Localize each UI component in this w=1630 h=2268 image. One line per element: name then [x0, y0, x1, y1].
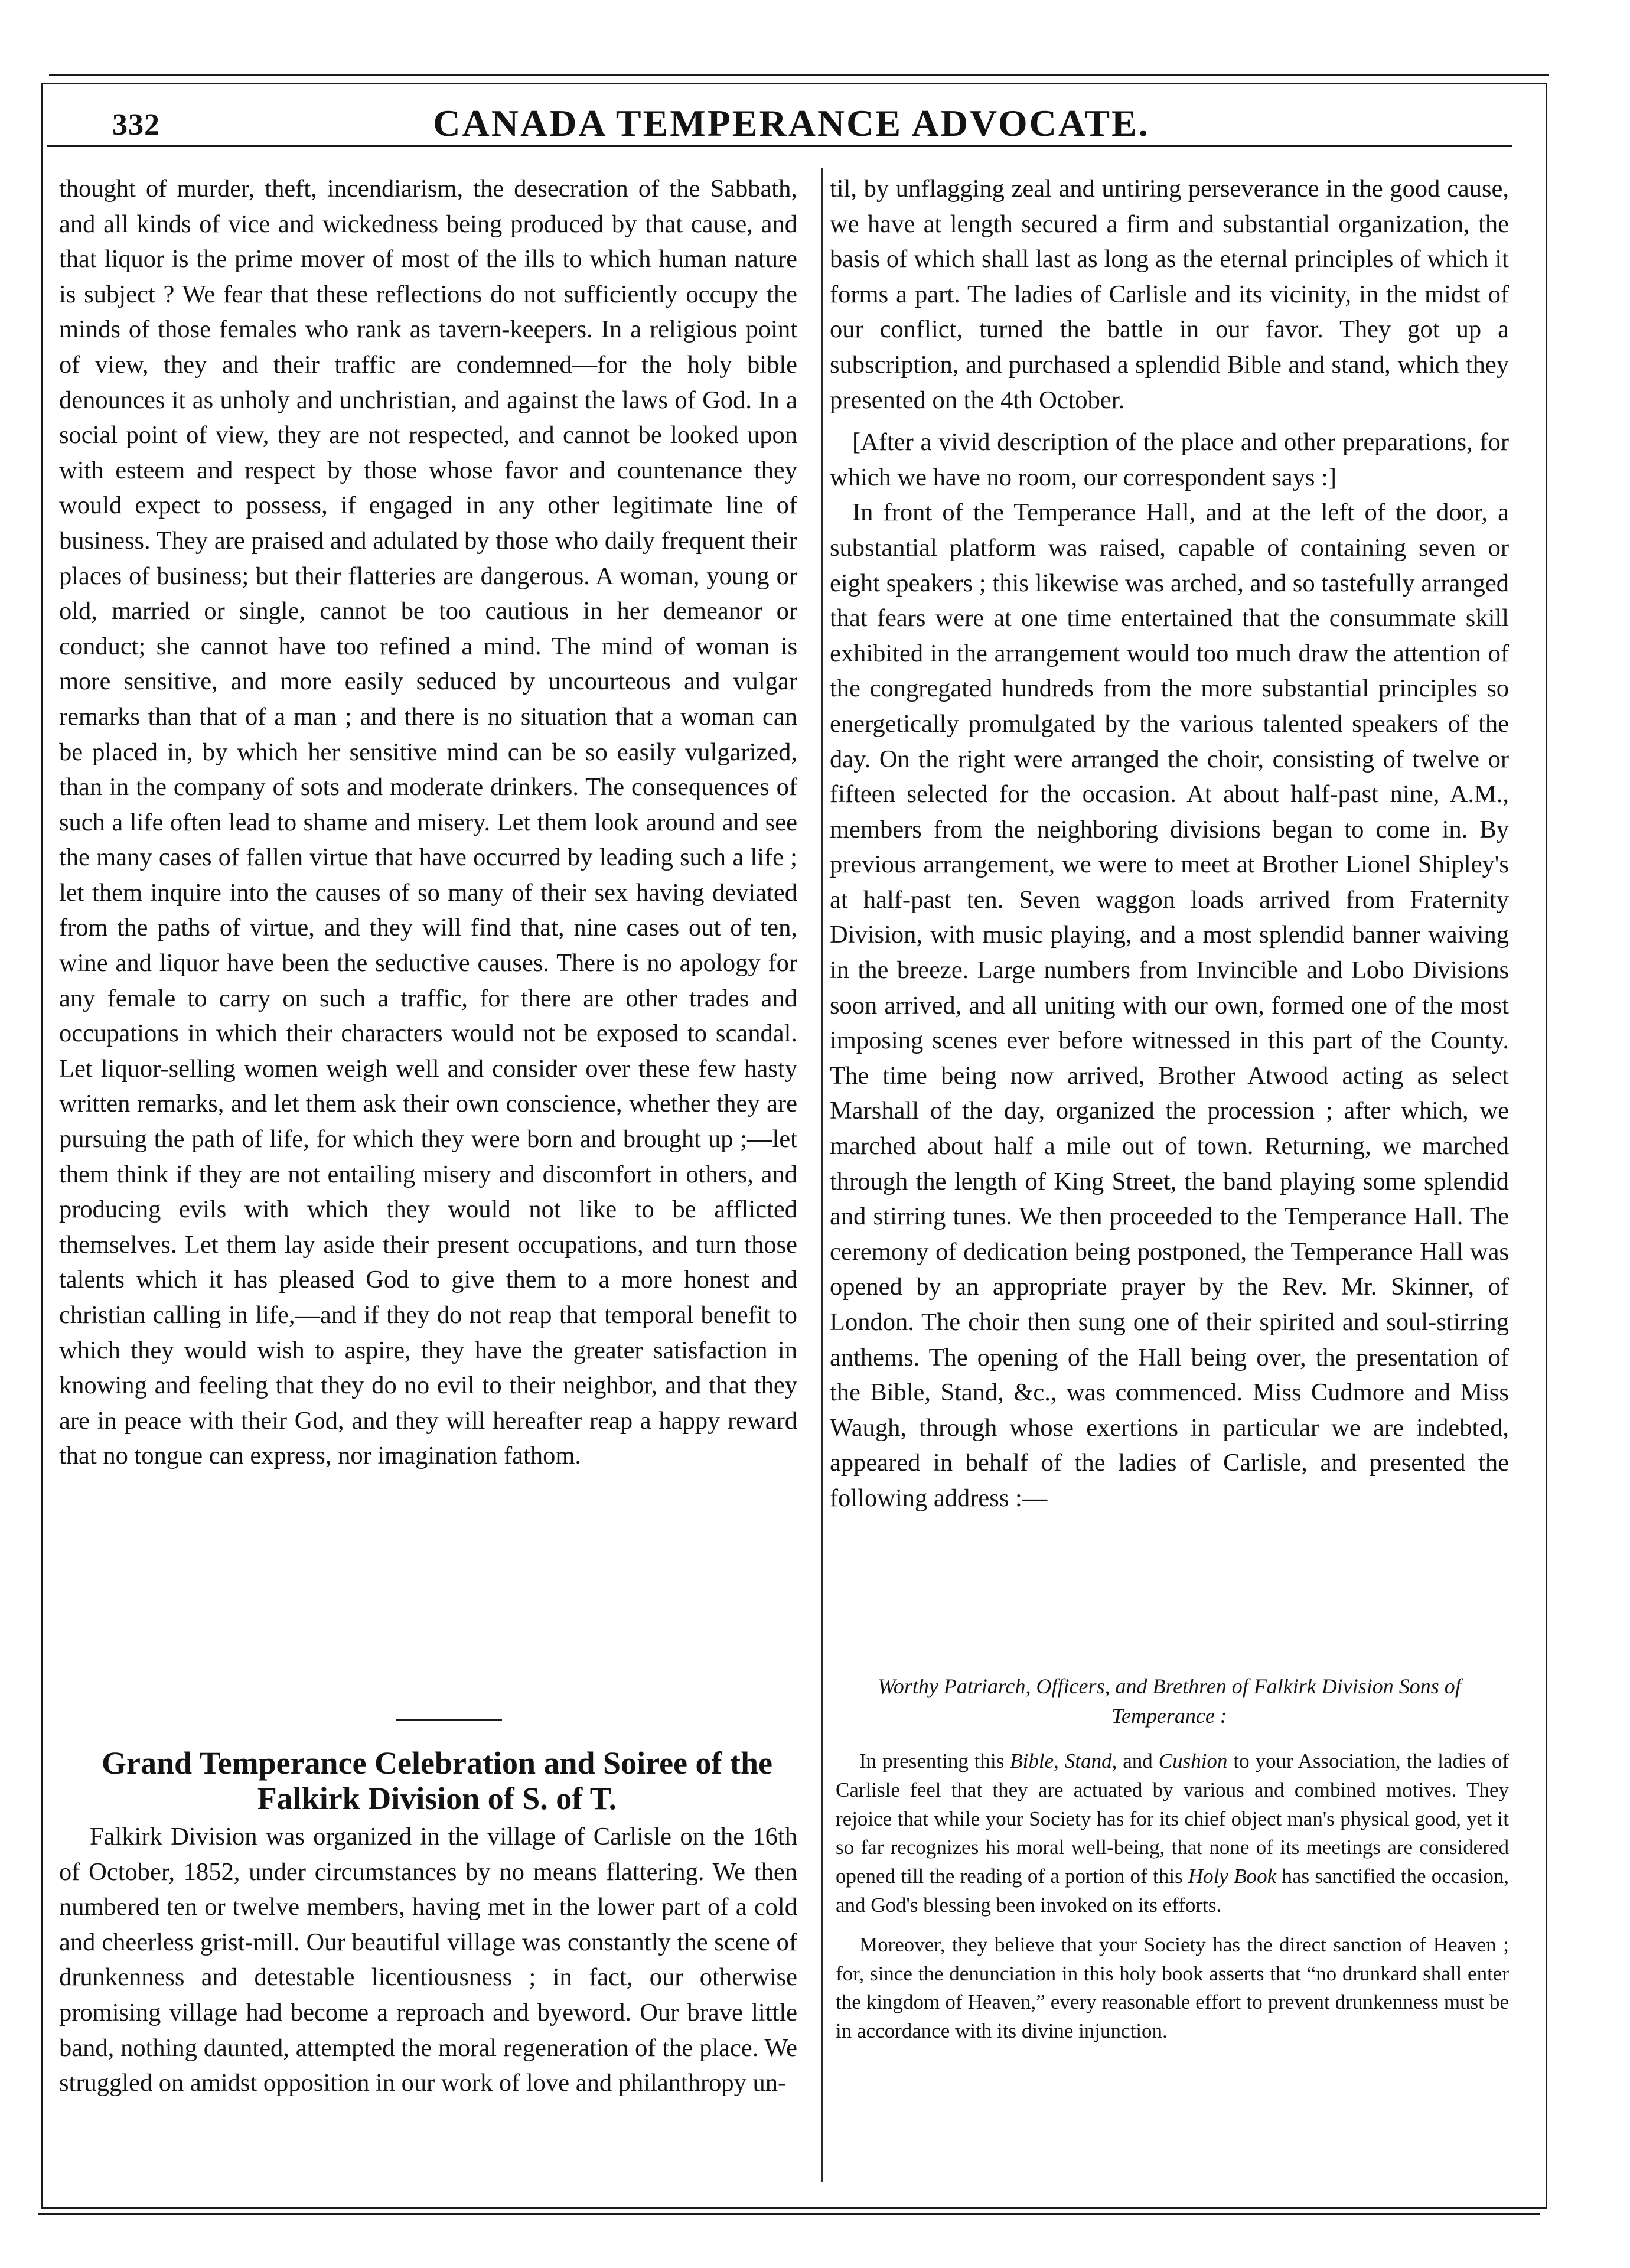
article-heading: Grand Temperance Celebration and Soiree of the Falkirk Division of S. of T.: [102, 1745, 772, 1816]
editorial-note: [After a vivid description of the place and other preparations, for which we have no room, our correspondent says :]: [830, 428, 1509, 491]
column-divider: [821, 168, 823, 2182]
address-text: to your Association, the ladies of Carlisle feel that they are actuated by various and combined motives. They rejoice that while your Society has for its chief object man's physical good, yet it so far recognizes his moral well-being, that none of its meetings are considered opened till the reading of a portion of this: [836, 1749, 1509, 1888]
address-stand-word: Stand: [1064, 1749, 1112, 1772]
address-text: In presenting this: [859, 1749, 1010, 1772]
left-column-paragraph: thought of murder, theft, incendiarism, the desecration of the Sabbath, and all kinds of vice and wickedness being produced by that cause, and that liquor is the prime mover of most of the ills to which human nature is subject ? We fear that these reflections do not sufficiently occupy the minds of those females who rank as tavern-keepers. In a religious point of view, they and their traffic are condemned—for the holy bible denounces it as unholy and unchristian, and against the laws of God. In a social point of view, they are not respected, and cannot be looked upon with esteem and respect by those whose favor and countenance they would expect to possess, if engaged in any other legitimate line of business. They are praised and adulated by those who daily frequent their places of business; but their flatteries are dangerous. A woman, young or old, married or single, cannot be too cautious in her demeanor or conduct; she cannot have too refined a mind. The mind of woman is more sensitive, and more easily seduced by uncourteous and vulgar remarks than that of a man ; and there is no situation that a woman can be placed in, by which her sensitive mind can be so easily vulgarized, than in the company of sots and moderate drinkers. The consequences of such a life often lead to shame and misery. Let them look around and see the many cases of fallen virtue that have occurred by leading such a life ; let them inquire into the causes of so many of their sex having deviated from the paths of virtue, and they will find that, nine cases out of ten, wine and liquor have been the seductive causes. There is no apology for any female to carry on such a traffic, for there are other trades and occupations in which their characters would not be exposed to scandal. Let liquor-selling women weigh well and consider over these few hasty written remarks, and let them ask their own conscience, whether they are pursuing the path of life, for which they were born and brought up ;—let them think if they are not entailing misery and discomfort in others, and producing evils with which they would not like to be afflicted themselves. Let them lay aside their present occupations, and turn those talents which it has pleased God to give them to a more honest and christian calling in life,—and if they do not reap that temporal benefit to which they would wish to aspire, they have the greater satisfaction in knowing and feeling that they do no evil to their neighbor, and that they are in peace with their God, and they will hereafter reap a happy reward that no tongue can express, nor imagination fathom.: [59, 175, 797, 1470]
right-column: [830, 171, 1509, 1516]
page-header: [71, 94, 1512, 151]
left-column: [59, 171, 797, 1474]
right-column-paragraph-1: til, by unflagging zeal and untiring perseverance in the good cause, we have at length secured a firm and substantial organization, the basis of which shall last as long as the eternal principles of which it forms a part. The ladies of Carlisle and its vicinity, in the midst of our conflict, turned the battle in our favor. They got up a subscription, and purchased a splendid Bible and stand, which they presented on the 4th October.: [830, 175, 1509, 414]
address-text: ,: [1054, 1749, 1065, 1772]
right-column-paragraph-2: In front of the Temperance Hall, and at the left of the door, a substantial platform was raised, capable of containing seven or eight speakers ; this likewise was arched, and so tastefully arranged that fears were at one time entertained that the consummate skill exhibited in the arrangement would too much draw the attention of the congregated hundreds from the more substantial principles so energetically promulgated by the various talented speakers of the day. On the right were arranged the choir, consisting of twelve or fifteen selected for the occasion. At about half-past nine, A.M., members from the neighboring divisions began to come in. By previous arrangement, we were to meet at Brother Lionel Shipley's at half-past ten. Seven waggon loads arrived from Fraternity Division, with music playing, and a most splendid banner waiving in the breeze. Large numbers from Invincible and Lobo Divisions soon arrived, and all uniting with our own, formed one of the most imposing scenes ever before witnessed in this part of the County. The time being now arrived, Brother Atwood acting as select Marshall of the day, organized the procession ; after which, we marched about half a mile out of town. Returning, we marched through the length of King Street, the band playing some splendid and stirring tunes. We then proceeded to the Temperance Hall. The ceremony of dedication being postponed, the Temperance Hall was opened by an appropriate prayer by the Rev. Mr. Skinner, of London. The choir then sung one of their spirited and soul-stirring anthems. The opening of the Hall being over, the presentation of the Bible, Stand, &c., was commenced. Miss Cudmore and Miss Waugh, through whose exertions in particular we are indebted, appeared in behalf of the ladies of Carlisle, and presented the following address :—: [830, 498, 1509, 1512]
article-body: [59, 1819, 797, 2101]
section-rule: [396, 1719, 502, 1721]
address-paragraph-1: [836, 1747, 1509, 1920]
running-title: CANADA TEMPERANCE ADVOCATE.: [433, 102, 1150, 144]
address-bible-word: Bible: [1010, 1749, 1054, 1772]
address-cushion-word: Cushion: [1158, 1749, 1228, 1772]
header-rule: [47, 145, 1512, 147]
article-paragraph: Falkirk Division was organized in the village of Carlisle on the 16th of October, 1852, under circumstances by no means flattering. We then numbered ten or twelve members, having met in the lower part of a cold and cheerless grist-mill. Our beautiful village was constantly the scene of drunkenness and detestable licentiousness ; in fact, our otherwise promising village had become a reproach and byeword. Our brave little band, nothing daunted, attempted the moral regeneration of the place. We struggled on amidst opposition in our work of love and philanthropy un-: [59, 1823, 797, 2097]
address-paragraph-2: Moreover, they believe that your Society has the direct sanction of Heaven ; for, since the denunciation in this holy book asserts that “no drunkard shall enter the kingdom of Heaven,” every reasonable effort to prevent drunkenness must be in accordance with its divine injunction.: [836, 1933, 1509, 2043]
address-body: [836, 1747, 1509, 2057]
page-number: 332: [112, 108, 160, 142]
address-salutation: Worthy Patriarch, Officers, and Brethren of Falkirk Division Sons of Temperance :: [878, 1674, 1461, 1728]
address-text: has sanctified the occasion, and God's blessing been invoked on its efforts.: [836, 1865, 1509, 1917]
address-holy-book-word: Holy Book: [1188, 1865, 1277, 1888]
address-text: , and: [1111, 1749, 1159, 1772]
